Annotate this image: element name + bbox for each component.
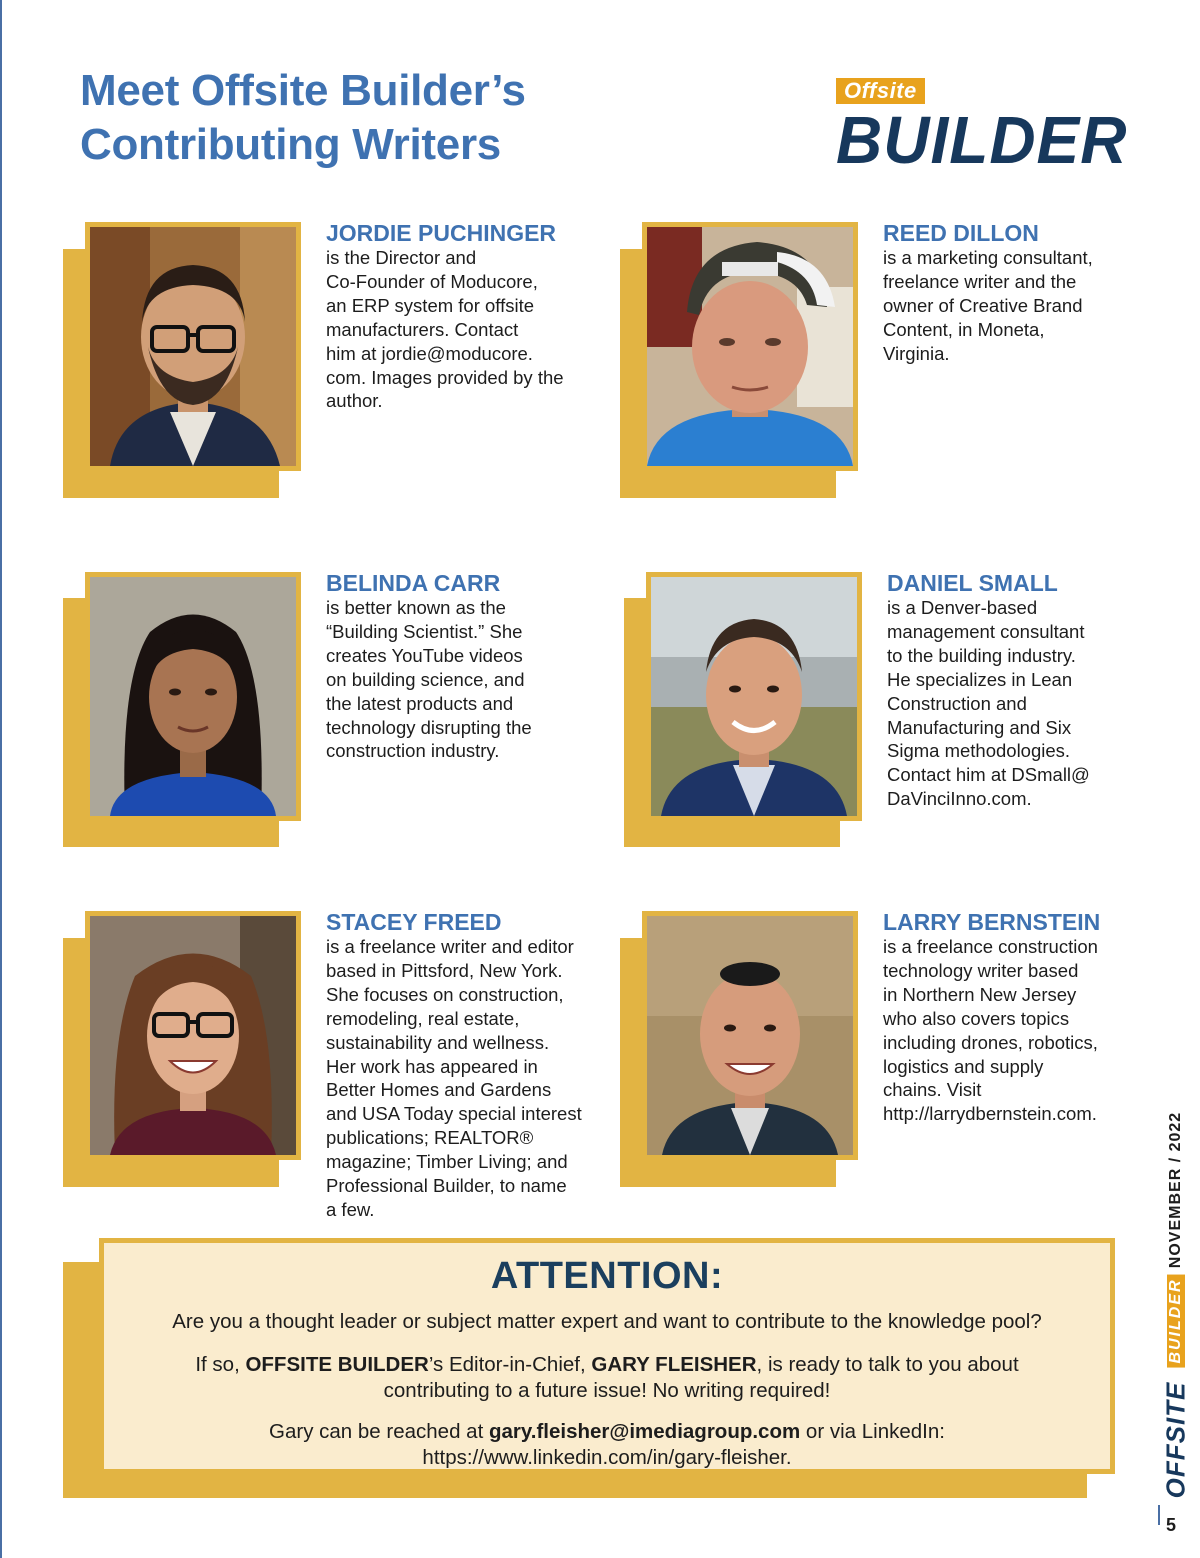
writer-bio [326,909,606,1222]
writer-name: REED DILLON [883,220,1039,246]
writer-bio-text: is a marketing consultant, freelance writer and the owner of Creative Brand Content, in Moneta, Virginia. [883,247,1093,364]
side-logo-word-builder: BUILDER [1167,1274,1185,1367]
photo-frame [646,572,862,821]
photo-frame [85,222,301,471]
text-fragment: If so, [195,1353,246,1376]
text-fragment: ’s Editor-in-Chief, [428,1353,592,1376]
writer-photo [90,916,296,1155]
linkedin-url-link[interactable]: https://www.linkedin.com/in/gary-fleisher. [422,1446,792,1469]
attention-editor-line [124,1352,1090,1378]
writer-name: STACEY FREED [326,909,502,935]
writer-bio [326,220,606,413]
attention-contact-line [124,1419,1090,1445]
writer-name: BELINDA CARR [326,570,501,596]
photo-frame [85,911,301,1160]
photo-frame [642,911,858,1160]
text-fragment: Gary can be reached at [269,1420,489,1443]
page-title: Meet Offsite Builder’s Contributing Writers [80,66,526,169]
writer-bio [326,570,606,763]
writer-photo [90,577,296,816]
logo-small-text: Offsite [836,78,925,104]
writer-photo [647,916,853,1155]
writer-bio-text: is a freelance writer and editor based in Pittsford, New York. She focuses on construction, remodeling, real estate, sustainability and wellness. Her work has appeared in Better Homes and Gardens and USA Today special interest publications; REALTOR® magazine; Timber Living; and Professional Builder, to name a few. [326,936,582,1220]
writer-bio [883,909,1163,1126]
page-number-rule [1158,1505,1160,1525]
contact-email-link[interactable]: gary.fleisher@imediagroup.com [488,1420,801,1443]
left-margin-rule [0,0,2,1558]
writer-bio-text: is a freelance construction technology writer based in Northern New Jersey who also covers topics including drones, robotics, logistics and supply chains. Visit http://larrydbernstein.com. [883,936,1098,1125]
writer-photo [90,227,296,466]
writer-name: LARRY BERNSTEIN [883,909,1101,935]
writer-bio-text: is the Director and Co-Founder of Moducore, an ERP system for offsite manufacturers. Contact him at jordie@moducore. com. Images provided by the author. [326,247,564,412]
writer-photo [647,227,853,466]
offsite-builder-logo [836,78,1136,178]
text-fragment: or via LinkedIn: [800,1420,945,1443]
writer-bio-text: is better known as the “Building Scientist.” She creates YouTube videos on building science, and the latest products and technology disrupting the construction industry. [326,597,532,762]
issue-date-text: NOVEMBER / 2022 [1167,1111,1184,1269]
writer-bio-text: is a Denver-based management consultant to the building industry. He specializes in Lean Construction and Manufacturing and Six Sigma methodologies. Contact him at DSmall@ DaVinciInno.com. [887,597,1090,810]
brand-name: OFFSITE BUILDER [245,1353,429,1376]
photo-frame [85,572,301,821]
text-fragment: , is ready to talk to you about [756,1353,1019,1376]
side-logo-word-offsite: OFFSITE [1160,1381,1191,1499]
writer-bio [883,220,1163,366]
writer-name: DANIEL SMALL [887,570,1058,596]
attention-title: ATTENTION: [490,1255,724,1297]
writer-bio [887,570,1167,811]
photo-frame [642,222,858,471]
writer-name: JORDIE PUCHINGER [326,220,557,246]
side-logo [1160,1268,1192,1499]
editor-name: GARY FLEISHER [591,1353,757,1376]
page-number: 5 [1166,1515,1177,1535]
attention-editor-line-continued: contributing to a future issue! No writing required! [383,1379,831,1402]
writer-photo [651,577,857,816]
attention-question: Are you a thought leader or subject matter expert and want to contribute to the knowledge pool? [172,1310,1042,1333]
issue-date [1164,1111,1188,1269]
attention-box [99,1238,1115,1474]
logo-big-text: BUILDER [836,102,1128,178]
